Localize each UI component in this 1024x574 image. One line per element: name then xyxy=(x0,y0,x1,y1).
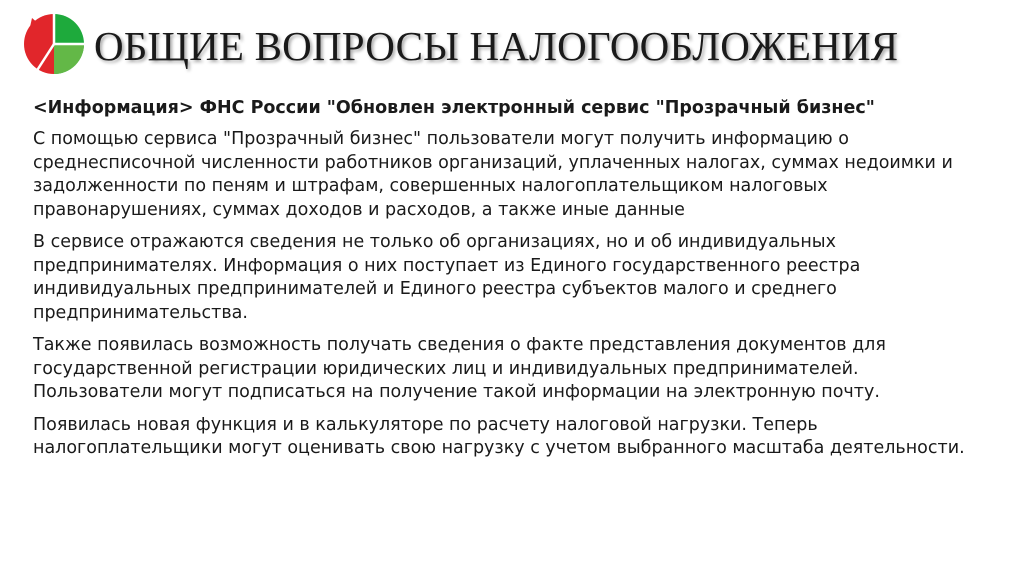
main-content xyxy=(33,96,993,470)
document-headline: <Информация> ФНС России "Обновлен электронный сервис "Прозрачный бизнес" xyxy=(33,98,875,118)
paragraph-1: С помощью сервиса "Прозрачный бизнес" пользователи могут получить информацию о среднесписочной численности работников организаций, уплаченных налогах, суммах недоимки и задолженности по пеням и штрафам, совершенных налогоплательщиком налоговых правонарушениях, суммах доходов и расходов, а также иные данные xyxy=(33,129,953,220)
logo-icon xyxy=(22,12,86,76)
paragraph-2: В сервисе отражаются сведения не только об организациях, но и об индивидуальных предпринимателях. Информация о них поступает из Единого государственного реестра индивидуальных предпринимателей и Единого реестра субъектов малого и среднего предпринимательства. xyxy=(33,232,861,323)
paragraph-4: Появилась новая функция и в калькуляторе по расчету налоговой нагрузки. Теперь налогоплательщики могут оценивать свою нагрузку с учетом выбранного масштаба деятельности. xyxy=(33,414,965,458)
page-title: ОБЩИЕ ВОПРОСЫ НАЛОГООБЛОЖЕНИЯ xyxy=(94,23,899,69)
paragraph-3: Также появилась возможность получать сведения о факте представления документов для государственной регистрации юридических лиц и индивидуальных предпринимателей. Пользователи могут подписаться на получение такой информации на электронную почту. xyxy=(33,335,886,402)
